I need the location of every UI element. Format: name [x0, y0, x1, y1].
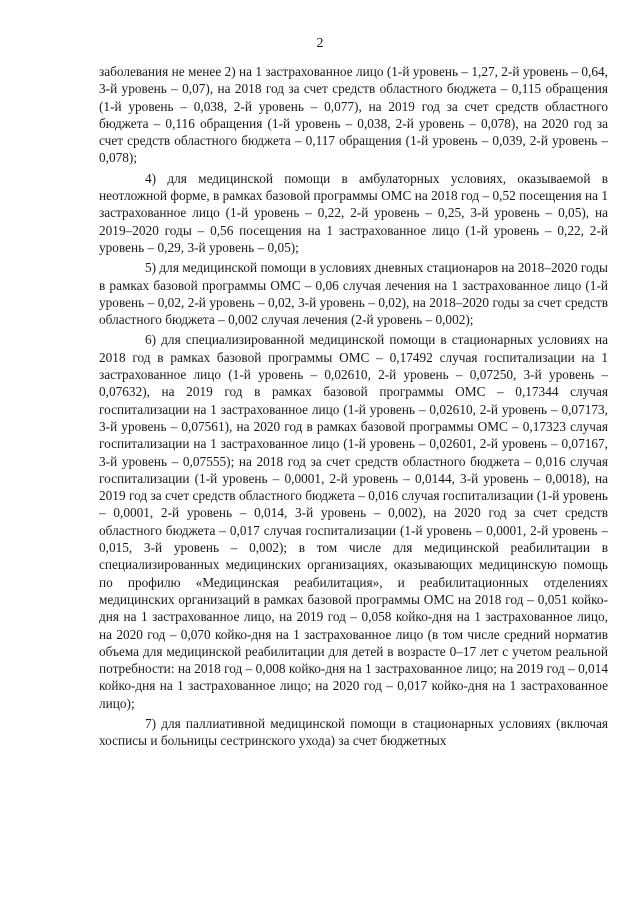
paragraph-continuation: заболевания не менее 2) на 1 застрахованное лицо (1-й уровень – 1,27, 2-й уровень – 0,64, 3-й уровень – 0,07), на 2018 год за счет средств областного бюджета – 0,115 обращения (1-й уровень – 0,038, 2-й уровень – 0,077), на 2019 год за счет средств областного бюджета – 0,116 обращения (1-й уровень – 0,038, 2-й уровень – 0,078), на 2020 год за счет средств областного бюджета – 0,117 обращения (1-й уровень – 0,039, 2-й уровень – 0,078);	[99, 64, 608, 166]
page-number: 2	[316, 36, 324, 51]
paragraph-item-5: 5) для медицинской помощи в условиях дневных стационаров на 2018–2020 годы в рамках базовой программы ОМС – 0,06 случая лечения на 1 застрахованное лицо (1-й уровень – 0,02, 2-й уровень – 0,02, 3-й уровень – 0,02), на 2018–2020 годы за счет средств областного бюджета – 0,002 случая лечения (2-й уровень – 0,002);	[99, 260, 608, 328]
paragraph-item-4: 4) для медицинской помощи в амбулаторных условиях, оказываемой в неотложной форме, в рамках базовой программы ОМС на 2018 год – 0,52 посещения на 1 застрахованное лицо (1-й уровень – 0,22, 2-й уровень – 0,25, 3-й уровень – 0,05), на 2019–2020 годы – 0,56 посещения на 1 застрахованное лицо (1-й уровень – 0,22, 2-й уровень – 0,29, 3-й уровень – 0,05);	[99, 170, 608, 255]
paragraph-item-7: 7) для паллиативной медицинской помощи в стационарных условиях (включая хосписы и больницы сестринского ухода) за счет бюджетных	[99, 715, 608, 749]
paragraph-item-6: 6) для специализированной медицинской помощи в стационарных условиях на 2018 год в рамках базовой программы ОМС – 0,17492 случая госпитализации на 1 застрахованное лицо (1-й уровень – 0,02610, 2-й уровень – 0,07250, 3-й уровень – 0,07632), на 2019 год в рамках базовой программы ОМС – 0,17344 случая госпитализации на 1 застрахованное лицо (1-й уровень – 0,02610, 2-й уровень – 0,07173, 3-й уровень – 0,07561), на 2020 год в рамках базовой программы ОМС – 0,17323 случая госпитализации на 1 застрахованное лицо (1-й уровень – 0,02601, 2-й уровень – 0,07167, 3-й уровень – 0,07555); на 2018 год за счет средств областного бюджета – 0,016 случая госпитализации (1-й уровень – 0,0001, 2-й уровень – 0,0144, 3-й уровень – 0,0018), на 2019 год за счет средств областного бюджета – 0,016 случая госпитализации (1-й уровень – 0,0001, 2-й уровень – 0,014, 3-й уровень – 0,002), на 2020 год за счет средств областного бюджета – 0,017 случая госпитализации (1-й уровень – 0,0001, 2-й уровень – 0,015, 3-й уровень – 0,002); в том числе для медицинской реабилитации в специализированных медицинских организациях, оказывающих медицинскую помощь по профилю «Медицинская реабилитация», и реабилитационных отделениях медицинских организаций в рамках базовой программы ОМС на 2018 год – 0,051 койко-дня на 1 застрахованное лицо, на 2019 год – 0,058 койко-дня на 1 застрахованное лицо, на 2020 год – 0,070 койко-дня на 1 застрахованное лицо (в том числе средний норматив объема для медицинской реабилитации для детей в возрасте 0–17 лет с учетом реальной потребности: на 2018 год – 0,008 койко-дня на 1 застрахованное лицо; на 2019 год – 0,014 койко-дня на 1 застрахованное лицо; на 2020 год – 0,017 койко-дня на 1 застрахованное лицо);	[99, 332, 608, 711]
document-body	[99, 63, 608, 753]
